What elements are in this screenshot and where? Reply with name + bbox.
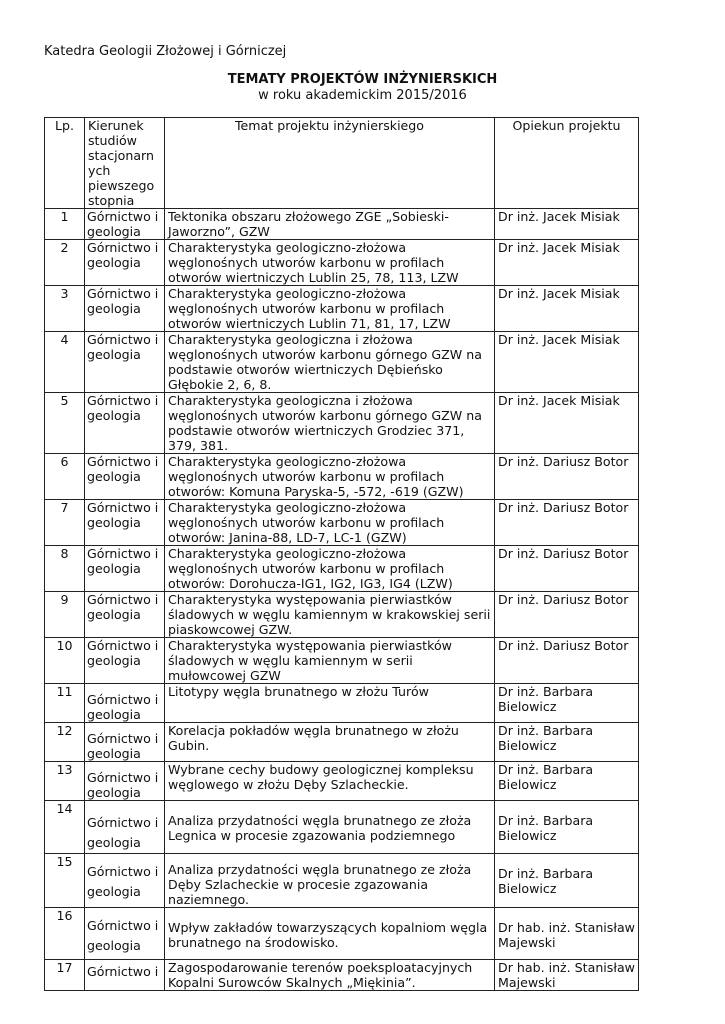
table-row (45, 332, 639, 393)
table-header-row (45, 118, 639, 209)
cell-lp: 15 (45, 854, 85, 908)
cell-temat: Charakterystyka występowania pierwiastków śladowych w węglu kamiennym w krakowskiej serii piaskowcowej GZW. (165, 592, 495, 638)
cell-lp: 8 (45, 546, 85, 592)
cell-opiekun: Dr inż. Jacek Misiak (495, 209, 639, 240)
cell-temat: Wpływ zakładów towarzyszących kopalniom węgla brunatnego na środowisko. (165, 908, 495, 960)
cell-temat: Tektonika obszaru złożowego ZGE „Sobieski-Jaworzno”, GZW (165, 209, 495, 240)
cell-lp: 9 (45, 592, 85, 638)
cell-temat: Charakterystyka geologiczno-złożowa węglonośnych utworów karbonu w profilach otworów: Janina-88, LD-7, LC-1 (GZW) (165, 500, 495, 546)
table-row (45, 286, 639, 332)
cell-temat: Charakterystyka geologiczno-złożowa węglonośnych utworów karbonu w profilach otworów: Dorohucza-IG1, IG2, IG3, IG4 (LZW) (165, 546, 495, 592)
cell-lp: 16 (45, 908, 85, 960)
cell-kierunek: Górnictwo i geologia (85, 762, 165, 801)
cell-opiekun: Dr inż. Barbara Bielowicz (495, 684, 639, 723)
column-header-kierunek: Kierunek studiów stacjonarn ych piewszego stopnia (85, 118, 165, 209)
cell-kierunek: Górnictwo i geologia (85, 723, 165, 762)
table-row (45, 854, 639, 908)
table-row (45, 723, 639, 762)
cell-lp: 7 (45, 500, 85, 546)
cell-kierunek: Górnictwo i geologia (85, 209, 165, 240)
cell-kierunek: Górnictwo i geologia (85, 801, 165, 854)
cell-opiekun: Dr inż. Dariusz Botor (495, 592, 639, 638)
cell-opiekun: Dr inż. Dariusz Botor (495, 546, 639, 592)
cell-temat: Charakterystyka geologiczna i złożowa węglonośnych utworów karbonu górnego GZW na podstawie otworów wiertniczych Dębieńsko Głębokie 2, 6, 8. (165, 332, 495, 393)
table-row (45, 801, 639, 854)
cell-temat: Zagospodarowanie terenów poeksploatacyjnych Kopalni Surowców Skalnych „Miękinia”. (165, 960, 495, 991)
document-heading (0, 72, 725, 104)
cell-temat: Analiza przydatności węgla brunatnego ze złoża Dęby Szlacheckie w procesie zgazowania naziemnego. (165, 854, 495, 908)
cell-lp: 14 (45, 801, 85, 854)
cell-kierunek: Górnictwo i geologia (85, 684, 165, 723)
cell-temat: Litotypy węgla brunatnego w złożu Turów (165, 684, 495, 723)
cell-temat: Wybrane cechy budowy geologicznej kompleksu węglowego w złożu Dęby Szlacheckie. (165, 762, 495, 801)
cell-kierunek: Górnictwo i (85, 960, 165, 991)
cell-lp: 5 (45, 393, 85, 454)
cell-temat: Charakterystyka geologiczno-złożowa węglonośnych utworów karbonu w profilach otworów wiertniczych Lublin 25, 78, 113, LZW (165, 240, 495, 286)
cell-kierunek: Górnictwo i geologia (85, 454, 165, 500)
cell-opiekun: Dr hab. inż. Stanisław Majewski (495, 908, 639, 960)
cell-lp: 13 (45, 762, 85, 801)
table-row (45, 592, 639, 638)
column-header-lp: Lp. (45, 118, 85, 209)
table-row (45, 638, 639, 684)
cell-opiekun: Dr inż. Barbara Bielowicz (495, 801, 639, 854)
cell-opiekun: Dr inż. Dariusz Botor (495, 454, 639, 500)
cell-temat: Charakterystyka geologiczno-złożowa węglonośnych utworów karbonu w profilach otworów: Komuna Paryska-5, -572, -619 (GZW) (165, 454, 495, 500)
cell-kierunek: Górnictwo i geologia (85, 393, 165, 454)
table-row (45, 240, 639, 286)
cell-opiekun: Dr hab. inż. Stanisław Majewski (495, 960, 639, 991)
cell-lp: 17 (45, 960, 85, 991)
department-name: Katedra Geologii Złożowej i Górniczej (44, 44, 287, 59)
cell-kierunek: Górnictwo i geologia (85, 240, 165, 286)
cell-kierunek: Górnictwo i geologia (85, 854, 165, 908)
cell-temat: Charakterystyka występowania pierwiastków śladowych w węglu kamiennym w serii mułowcowej GZW (165, 638, 495, 684)
table-row (45, 454, 639, 500)
cell-opiekun: Dr inż. Barbara Bielowicz (495, 723, 639, 762)
cell-kierunek: Górnictwo i geologia (85, 500, 165, 546)
cell-kierunek: Górnictwo i geologia (85, 546, 165, 592)
column-header-opiekun: Opiekun projektu (495, 118, 639, 209)
cell-opiekun: Dr inż. Barbara Bielowicz (495, 854, 639, 908)
cell-opiekun: Dr inż. Jacek Misiak (495, 240, 639, 286)
cell-lp: 11 (45, 684, 85, 723)
table-row (45, 500, 639, 546)
table-row (45, 684, 639, 723)
table-row (45, 209, 639, 240)
cell-lp: 12 (45, 723, 85, 762)
cell-kierunek: Górnictwo i geologia (85, 908, 165, 960)
cell-lp: 2 (45, 240, 85, 286)
cell-opiekun: Dr inż. Dariusz Botor (495, 638, 639, 684)
table-row (45, 546, 639, 592)
cell-lp: 6 (45, 454, 85, 500)
document-title: TEMATY PROJEKTÓW INŻYNIERSKICH (227, 72, 498, 87)
cell-opiekun: Dr inż. Barbara Bielowicz (495, 762, 639, 801)
cell-lp: 1 (45, 209, 85, 240)
projects-table (44, 117, 639, 991)
cell-opiekun: Dr inż. Dariusz Botor (495, 500, 639, 546)
cell-opiekun: Dr inż. Jacek Misiak (495, 393, 639, 454)
cell-temat: Charakterystyka geologiczno-złożowa węglonośnych utworów karbonu w profilach otworów wiertniczych Lublin 71, 81, 17, LZW (165, 286, 495, 332)
cell-opiekun: Dr inż. Jacek Misiak (495, 332, 639, 393)
cell-kierunek: Górnictwo i geologia (85, 638, 165, 684)
column-header-temat: Temat projektu inżynierskiego (165, 118, 495, 209)
cell-kierunek: Górnictwo i geologia (85, 332, 165, 393)
cell-kierunek: Górnictwo i geologia (85, 592, 165, 638)
cell-opiekun: Dr inż. Jacek Misiak (495, 286, 639, 332)
cell-temat: Analiza przydatności węgla brunatnego ze złoża Legnica w procesie zgazowania podziemnego (165, 801, 495, 854)
cell-lp: 10 (45, 638, 85, 684)
cell-temat: Charakterystyka geologiczna i złożowa węglonośnych utworów karbonu górnego GZW na podstawie otworów wiertniczych Grodziec 371, 379, 381. (165, 393, 495, 454)
table-row (45, 908, 639, 960)
table-row (45, 762, 639, 801)
table-row (45, 393, 639, 454)
cell-lp: 4 (45, 332, 85, 393)
table-row (45, 960, 639, 991)
cell-kierunek: Górnictwo i geologia (85, 286, 165, 332)
cell-lp: 3 (45, 286, 85, 332)
cell-temat: Korelacja pokładów węgla brunatnego w złożu Gubin. (165, 723, 495, 762)
document-subtitle: w roku akademickim 2015/2016 (258, 88, 467, 103)
